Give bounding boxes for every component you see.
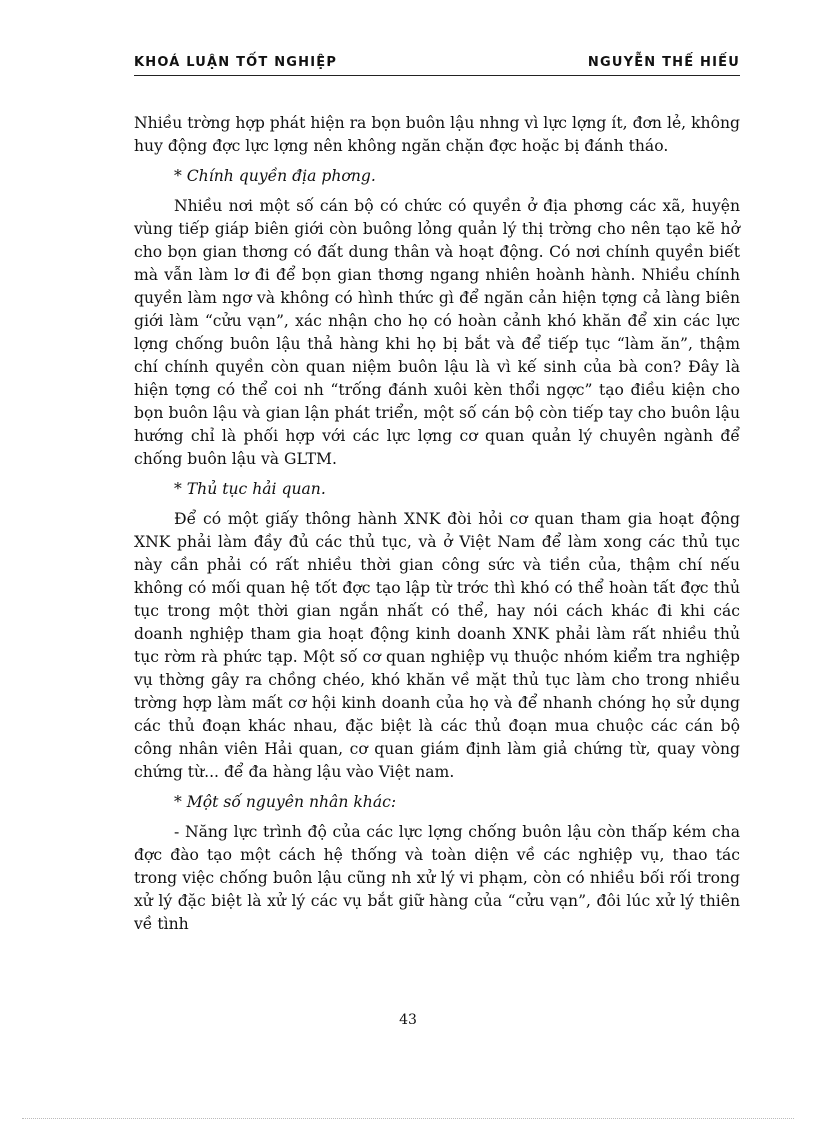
page-number: 43 [399,1012,417,1028]
paragraph-continuation: Nhiều trờng hợp phát hiện ra bọn buôn lậu nhng vì lực lợng ít, đơn lẻ, không huy động đợc lực lợng nên không ngăn chặn đợc hoặc bị đánh tháo. [134,114,740,155]
section-heading-customs-procedures: * Thủ tục hải quan. [174,480,326,498]
header-thesis-title: KHOÁ LUẬN TỐT NGHIỆP [134,55,338,70]
section-heading-other-causes: * Một số nguyên nhân khác: [174,793,397,811]
section-heading-local-government: * Chính quyền địa phơng. [174,167,376,185]
footer-divider [22,1118,794,1119]
document-body [134,112,740,936]
paragraph-customs-procedures: Để có một giấy thông hành XNK đòi hỏi cơ quan tham gia hoạt động XNK phải làm đầy đủ các thủ tục, và ở Việt Nam để làm xong các thủ tục này cần phải có rất nhiều thời gian công sức và tiền của, thậm chí nếu không có mối quan hệ tốt đợc tạo lập từ trớc thì khó có thể hoàn tất đợc thủ tục trong một thời gian ngắn nhất có thể, hay nói cách khác đi khi các doanh nghiệp tham gia hoạt động kinh doanh XNK phải làm rất nhiều thủ tục rờm rà phức tạp. Một số cơ quan nghiệp vụ thuộc nhóm kiểm tra nghiệp vụ thờng gây ra chồng chéo, khó khăn về mặt thủ tục làm cho trong nhiều trờng hợp làm mất cơ hội kinh doanh của họ và để nhanh chóng họ sử dụng các thủ đoạn khác nhau, đặc biệt là các thủ đoạn mua chuộc các cán bộ công nhân viên Hải quan, cơ quan giám định làm giả chứng từ, quay vòng chứng từ... để đa hàng lậu vào Việt nam. [134,510,740,781]
page-header [134,53,740,76]
paragraph-other-causes: - Năng lực trình độ của các lực lợng chống buôn lậu còn thấp kém cha đợc đào tạo một cách hệ thống và toàn diện về các nghiệp vụ, thao tác trong việc chống buôn lậu cũng nh xử lý vi phạm, còn có nhiều bối rối trong xử lý đặc biệt là xử lý các vụ bắt giữ hàng của “cửu vạn”, đôi lúc xử lý thiên về tình [134,823,740,933]
header-author-name: NGUYỄN THẾ HIẾU [587,55,740,70]
paragraph-local-government: Nhiều nơi một số cán bộ có chức có quyền ở địa phơng các xã, huyện vùng tiếp giáp biên giới còn buông lỏng quản lý thị trờng cho nên tạo kẽ hở cho bọn gian thơng có đất dung thân và hoạt động. Có nơi chính quyền biết mà vẫn làm lơ đi để bọn gian thơng ngang nhiên hoành hành. Nhiều chính quyền làm ngơ và không có hình thức gì để ngăn cản hiện tợng cả làng biên giới làm “cửu vạn”, xác nhận cho họ có hoàn cảnh khó khăn để xin các lực lợng chống buôn lậu thả hàng khi họ bị bắt và để tiếp tục “làm ăn”, thậm chí chính quyền còn quan niệm buôn lậu là vì kế sinh của bà con? Đây là hiện tợng có thể coi nh “trống đánh xuôi kèn thổi ngợc” tạo điều kiện cho bọn buôn lậu và gian lận phát triển, một số cán bộ còn tiếp tay cho buôn lậu hướng chỉ là phối hợp với các lực lợng cơ quan quản lý chuyên ngành để chống buôn lậu và GLTM. [134,197,740,468]
